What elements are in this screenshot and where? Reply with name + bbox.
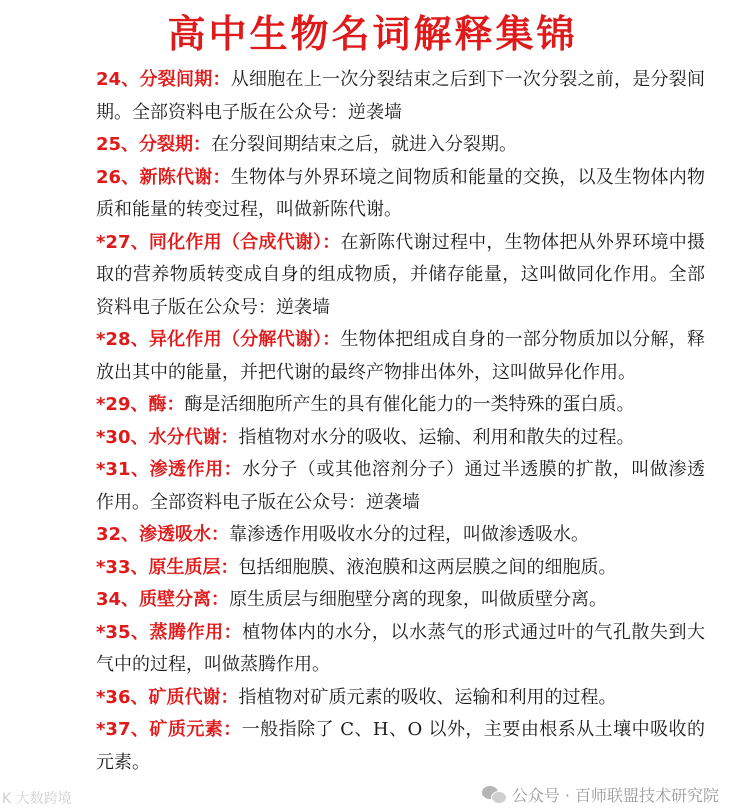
entry-text: 植物体内的水分，以水蒸气的形式通过叶的气孔散失到大气中的过程，叫做蒸腾作用。 (96, 621, 705, 675)
entry-text: 指植物对水分的吸收、运输、利用和散失的过程。 (238, 426, 635, 448)
entry-term: *35、蒸腾作用： (96, 621, 243, 643)
glossary-entry (96, 64, 705, 129)
glossary-entry (96, 714, 705, 779)
glossary-entry (96, 552, 705, 585)
entry-text: 一般指除了 C、H、O 以外，主要由根系从土壤中吸收的元素。 (96, 719, 705, 773)
entry-text: 在分裂间期结束之后，就进入分裂期。 (211, 134, 518, 155)
watermark-left: K 大数跨境 (2, 791, 72, 807)
entry-term: 34、质壁分离： (96, 589, 230, 610)
entry-text: 原生质层与细胞壁分离的现象，叫做质壁分离。 (229, 589, 608, 610)
wechat-icon (482, 786, 506, 804)
entry-term: *29、酶： (96, 394, 185, 415)
glossary-entry (96, 584, 705, 617)
glossary-entry (96, 682, 705, 715)
entry-term: *33、原生质层： (96, 556, 239, 578)
entry-term: *28、异化作用（分解代谢）： (96, 329, 341, 350)
entry-term: 26、新陈代谢： (96, 166, 231, 188)
entry-text: 在新陈代谢过程中，生物体把从外界环境中摄取的营养物质转变成自身的组成物质，并储存能量，这叫做同化作用。全部资料电子版在公众号：逆袭墙 (96, 231, 706, 318)
entry-term: *27、同化作用（合成代谢）： (96, 231, 341, 253)
entry-term: *31、渗透作用： (96, 459, 243, 480)
glossary-entry (96, 162, 705, 227)
entry-term: 32、渗透吸水： (96, 524, 230, 545)
entry-text: 生物体与外界环境之间物质和能量的交换，以及生物体内物质和能量的转变过程，叫做新陈代谢。 (96, 166, 705, 220)
glossary-list (0, 64, 745, 779)
entry-term: 25、分裂期： (96, 134, 212, 155)
glossary-entry (96, 454, 705, 519)
glossary-entry (96, 422, 705, 455)
entry-text: 从细胞在上一次分裂结束之后到下一次分裂之前，是分裂间期。全部资料电子版在公众号：逆袭墙 (96, 69, 705, 123)
watermark-right-text: 公众号 · 百师联盟技术研究院 (511, 786, 719, 805)
glossary-entry (96, 617, 705, 682)
entry-text: 指植物对矿质元素的吸收、运输和利用的过程。 (238, 686, 617, 708)
entry-text: 酶是活细胞所产生的具有催化能力的一类特殊的蛋白质。 (184, 394, 635, 415)
page-title: 高中生物名词解释集锦 (167, 12, 578, 56)
entry-term: 24、分裂间期： (96, 69, 231, 90)
entry-text: 靠渗透作用吸收水分的过程，叫做渗透吸水。 (229, 524, 590, 545)
glossary-entry (96, 324, 705, 389)
glossary-entry (96, 227, 705, 325)
entry-text: 包括细胞膜、液泡膜和这两层膜之间的细胞质。 (238, 556, 617, 578)
entry-text: 水分子（或其他溶剂分子）通过半透膜的扩散，叫做渗透作用。全部资料电子版在公众号：逆袭墙 (96, 459, 705, 513)
glossary-entry (96, 129, 705, 162)
entry-term: *37、矿质元素： (96, 719, 242, 740)
glossary-entry (96, 519, 705, 552)
watermark-right (482, 783, 719, 806)
entry-term: *30、水分代谢： (96, 426, 239, 448)
entry-term: *36、矿质代谢： (96, 686, 239, 708)
glossary-entry (96, 389, 705, 422)
entry-text: 生物体把组成自身的一部分物质加以分解，释放出其中的能量，并把代谢的最终产物排出体外，这叫做异化作用。 (96, 329, 706, 383)
